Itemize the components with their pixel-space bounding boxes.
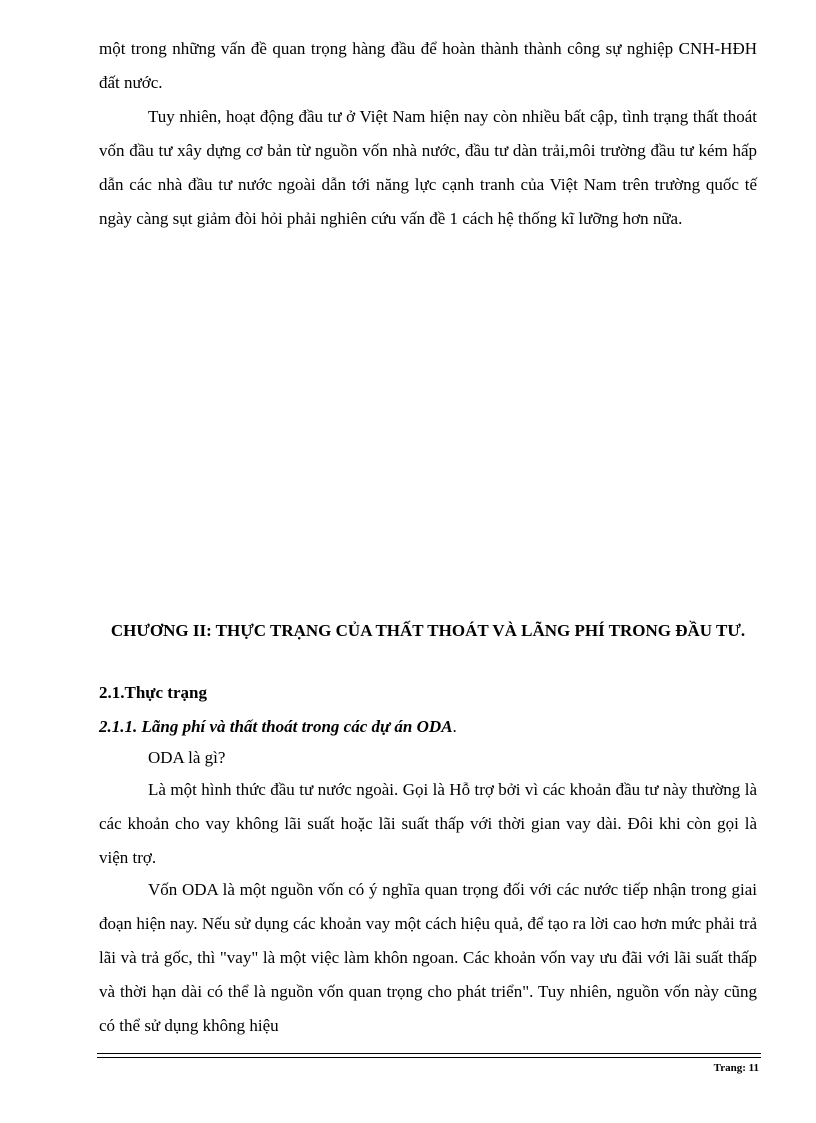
chapter-title: CHƯƠNG II: THỰC TRẠNG CỦA THẤT THOÁT VÀ LÃNG PHÍ TRONG ĐẦU TƯ.	[110, 621, 746, 640]
paragraph-however: Tuy nhiên, hoạt động đầu tư ở Việt Nam hiện nay còn nhiều bất cập, tình trạng thất thoát vốn đầu tư xây dựng cơ bản từ nguồn vốn nhà nước, đầu tư dàn trải,môi trường đầu tư kém hấp dẫn các nhà đầu tư nước ngoài dẫn tới năng lực cạnh tranh của Việt Nam trên trường quốc tế ngày càng sụt giảm đòi hỏi phải nghiên cứu vấn đề 1 cách hệ thống kĩ lưỡng hơn nữa.	[99, 107, 757, 228]
oda-definition: Là một hình thức đầu tư nước ngoài. Gọi là Hỗ trợ bởi vì các khoản đầu tư này thường là các khoản cho vay không lãi suất hoặc lãi suất thấp với thời gian vay dài. Đôi khi còn gọi là viện trợ.	[99, 780, 757, 867]
section-heading-2-1: 2.1.Thực trạng	[99, 683, 207, 702]
footer-rule-top	[97, 1053, 761, 1054]
paragraph-continuation: một trong những vấn đề quan trọng hàng đầu để hoàn thành thành công sự nghiệp CNH-HĐH đất nước.	[99, 39, 757, 92]
section-heading-2-1-1-text: 2.1.1. Lãng phí và thất thoát trong các dự án ODA	[99, 717, 453, 736]
footer-rule-bottom	[97, 1057, 761, 1058]
oda-question: ODA là gì?	[148, 748, 226, 767]
page-number: Trang: 11	[713, 1062, 759, 1074]
section-heading-2-1-1-period: .	[452, 717, 457, 736]
oda-importance: Vốn ODA là một nguồn vốn có ý nghĩa quan trọng đối với các nước tiếp nhận trong giai đoạn hiện nay. Nếu sử dụng các khoản vay một cách hiệu quả, để tạo ra lời cao hơn mức phải trả lãi và trả gốc, thì "vay" là một việc làm khôn ngoan. Các khoản vốn vay ưu đãi với lãi suất thấp và thời hạn dài có thể là nguồn vốn quan trọng cho phát triển". Tuy nhiên, nguồn vốn này cũng có thể sử dụng không hiệu	[99, 880, 757, 1035]
section-heading-2-1-1	[99, 711, 757, 743]
